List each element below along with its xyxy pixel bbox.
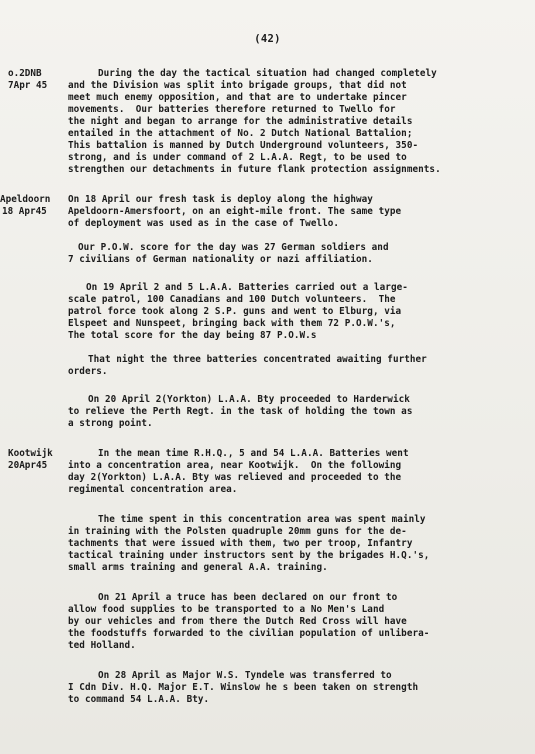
text-line: Our P.O.W. score for the day was 27 German soldiers and: [78, 242, 389, 253]
text-line: Apeldoorn-Amersfoort, on an eight-mile front. The same type: [68, 206, 402, 217]
text-line: to command 54 L.A.A. Bty.: [68, 694, 210, 705]
text-line: in training with the Polsten quadruple 20mm guns for the de-: [68, 526, 407, 537]
text-line: 7 civilians of German nationality or nazi affiliation.: [68, 254, 373, 265]
text-line: tactical training under instructors sent by the brigades H.Q.'s,: [68, 550, 430, 561]
text-line: strong, and is under command of 2 L.A.A. Regt, to be used to: [68, 152, 407, 163]
text-line: the foodstuffs forwarded to the civilian population of unlibera-: [68, 628, 430, 639]
text-line: tachments that were issued with them, two per troop, Infantry: [68, 538, 413, 549]
text-line: movements. Our batteries therefore returned to Twello for: [68, 104, 396, 115]
text-line: into a concentration area, near Kootwijk. On the following: [68, 460, 402, 471]
text-line: entailed in the attachment of No. 2 Dutch National Battalion;: [68, 128, 413, 139]
text-line: The total score for the day being 87 P.O.W.s: [68, 330, 317, 341]
text-line: On 19 April 2 and 5 L.A.A. Batteries carried out a large-: [86, 282, 408, 293]
margin-note: 7Apr 45: [8, 80, 48, 91]
text-line: allow food supplies to be transported to a No Men's Land: [68, 604, 385, 615]
text-line: Elspeet and Nunspeet, bringing back with them 72 P.O.W.'s,: [68, 318, 396, 329]
text-line: orders.: [68, 366, 108, 377]
text-line: This battalion is manned by Dutch Underground volunteers, 350-: [68, 140, 419, 151]
text-line: strengthen our detachments in future flank protection assignments.: [68, 164, 441, 175]
text-line: meet much enemy opposition, and that are to undertake pincer: [68, 92, 407, 103]
text-line: On 28 April as Major W.S. Tyndele was transferred to: [98, 670, 392, 681]
text-line: the night and began to arrange for the administrative details: [68, 116, 413, 127]
margin-note: Apeldoorn: [0, 194, 51, 205]
text-line: to relieve the Perth Regt. in the task of holding the town as: [68, 406, 413, 417]
text-line: of deployment was used as in the case of Twello.: [68, 218, 340, 229]
text-line: by our vehicles and from there the Dutch Red Cross will have: [68, 616, 407, 627]
margin-note: 20Apr45: [8, 460, 48, 471]
text-line: During the day the tactical situation had changed completely: [98, 68, 437, 79]
text-line: I Cdn Div. H.Q. Major E.T. Winslow he s been taken on strength: [68, 682, 419, 693]
text-line: small arms training and general A.A. training.: [68, 562, 328, 573]
text-line: and the Division was split into brigade groups, that did not: [68, 80, 407, 91]
page-number: (42): [254, 33, 281, 45]
margin-note: o.2DNB: [8, 68, 42, 79]
text-line: patrol force took along 2 S.P. guns and went to Elburg, via: [68, 306, 402, 317]
text-line: ted Holland.: [68, 640, 136, 651]
margin-note: 18 Apr45: [2, 206, 47, 217]
text-line: scale patrol, 100 Canadians and 100 Dutch volunteers. The: [68, 294, 396, 305]
text-line: On 21 April a truce has been declared on our front to: [98, 592, 398, 603]
text-line: On 18 April our fresh task is deploy along the highway: [68, 194, 373, 205]
text-line: regimental concentration area.: [68, 484, 238, 495]
text-line: The time spent in this concentration area was spent mainly: [98, 514, 426, 525]
text-line: day 2(Yorkton) L.A.A. Bty was relieved and proceeded to the: [68, 472, 402, 483]
text-line: In the mean time R.H.Q., 5 and 54 L.A.A. Batteries went: [98, 448, 409, 459]
margin-note: Kootwijk: [8, 448, 53, 459]
text-line: That night the three batteries concentrated awaiting further: [88, 354, 427, 365]
text-line: On 20 April 2(Yorkton) L.A.A. Bty proceeded to Harderwick: [88, 394, 410, 405]
text-line: a strong point.: [68, 418, 153, 429]
